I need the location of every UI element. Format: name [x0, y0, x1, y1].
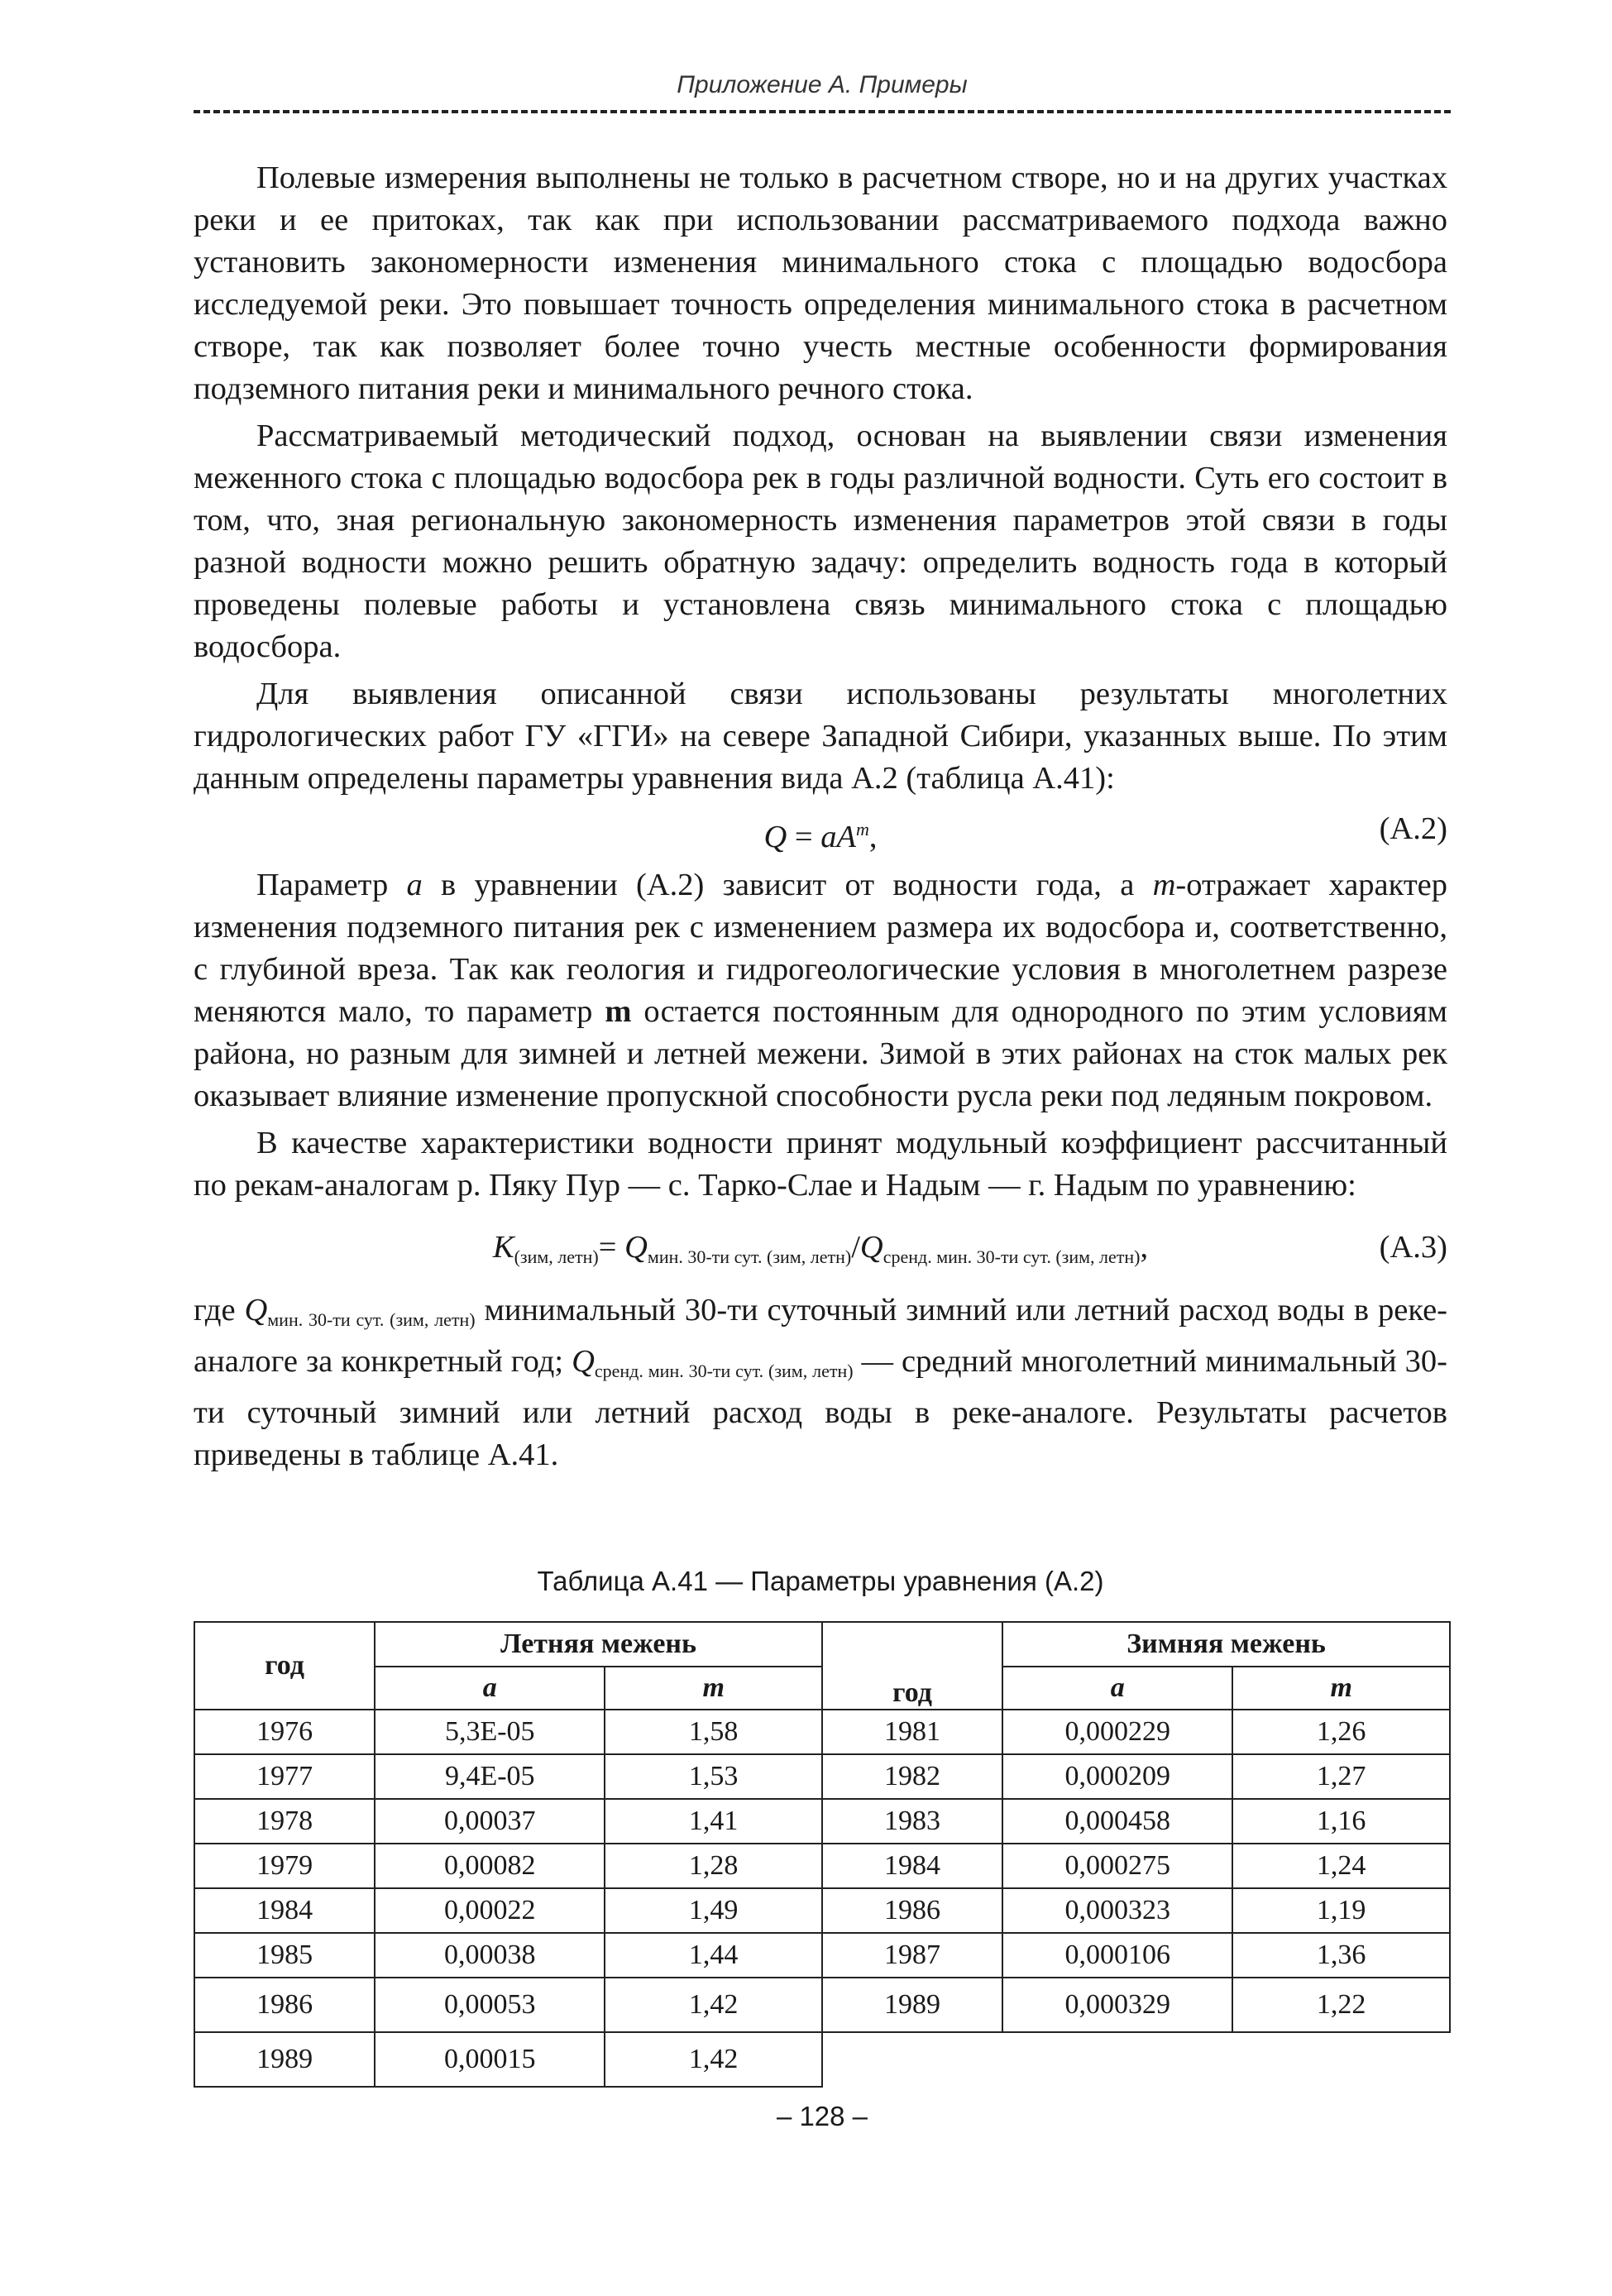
summer-m-cell: 1,53 — [605, 1754, 822, 1799]
summer-m-cell: 1,42 — [605, 1978, 822, 2032]
summer-m-cell: 1,28 — [605, 1844, 822, 1888]
formula-a3 — [194, 1207, 1447, 1289]
winter-a-cell: 0,000329 — [1002, 1978, 1232, 2032]
table-row — [194, 1844, 1450, 1888]
table-row — [194, 1799, 1450, 1844]
table-row — [194, 1888, 1450, 1933]
summer-m-cell: 1,44 — [605, 1933, 822, 1978]
summer-m-cell: 1,42 — [605, 2032, 822, 2087]
winter-a-cell: 0,000275 — [1002, 1844, 1232, 1888]
winter-year-cell: 1982 — [822, 1754, 1002, 1799]
winter-a-cell: 0,000229 — [1002, 1710, 1232, 1754]
winter-header: Зимняя межень — [1002, 1622, 1450, 1667]
table-row — [194, 2032, 1450, 2087]
running-header: Приложение А. Примеры — [677, 71, 968, 98]
page-number: – 128 – — [776, 2101, 868, 2131]
winter-year-cell: 1981 — [822, 1710, 1002, 1754]
empty-cell — [1002, 2032, 1232, 2087]
paragraph-1: Полевые измерения выполнены не только в расчетном створе, но и на других участках реки и ее притоках, так как при использовании рассматриваемого подхода важно установить закономерности изменения минимального стока с площадью водосбора исследуемой реки. Это повышает точность определения минимального стока в расчетном створе, так как позволяет более точно учесть местные особенности формирования подземного питания реки и минимального речного стока. — [194, 160, 1447, 406]
winter-m-cell: 1,36 — [1232, 1933, 1450, 1978]
winter-m-cell: 1,27 — [1232, 1754, 1450, 1799]
formula-a2-expression: $Q = aA^m$, — [763, 819, 878, 854]
summer-a-cell: 0,00053 — [375, 1978, 605, 2032]
empty-cell — [1232, 2032, 1450, 2087]
empty-cell — [822, 2032, 1002, 2087]
winter-year-cell: 1984 — [822, 1844, 1002, 1888]
winter-a-cell: 0,000458 — [1002, 1799, 1232, 1844]
table-row — [194, 1978, 1450, 2032]
table-row — [194, 1754, 1450, 1799]
header-divider — [194, 110, 1451, 113]
body-text — [194, 157, 1447, 1476]
winter-m-cell: 1,16 — [1232, 1799, 1450, 1844]
formula-a2-number: (А.2) — [1379, 811, 1447, 846]
summer-year-cell: 1977 — [194, 1754, 375, 1799]
winter-year-cell: 1983 — [822, 1799, 1002, 1844]
summer-year-cell: 1989 — [194, 2032, 375, 2087]
summer-year-header: год — [194, 1622, 375, 1710]
summer-m-cell: 1,41 — [605, 1799, 822, 1844]
table-row — [194, 1933, 1450, 1978]
winter-m-cell: 1,24 — [1232, 1844, 1450, 1888]
summer-m-cell: 1,49 — [605, 1888, 822, 1933]
paragraph-6: где $Q_{мин. 30-ти сут. (зим, летн)}$ минимальный 30-ти суточный зимний или летний расход воды в реке-аналоге за конкретный год; $Q_{сренд. мин. 30-ти сут. (зим, летн)}$ — средний многолетний минимальный 30-ти суточный зимний или летний расход воды в реке-аналоге. Результаты расчетов приведены в таблице А.41. — [194, 1293, 1447, 1472]
winter-m-cell: 1,26 — [1232, 1710, 1450, 1754]
summer-a-cell: 9,4Е-05 — [375, 1754, 605, 1799]
summer-year-cell: 1979 — [194, 1844, 375, 1888]
summer-a-cell: 0,00082 — [375, 1844, 605, 1888]
summer-year-cell: 1978 — [194, 1799, 375, 1844]
summer-a-cell: 0,00015 — [375, 2032, 605, 2087]
parameters-table — [194, 1621, 1451, 2088]
summer-m-header: m — [605, 1667, 822, 1710]
summer-year-cell: 1984 — [194, 1888, 375, 1933]
formula-a3-number: (А.3) — [1379, 1230, 1447, 1265]
summer-a-cell: 5,3Е-05 — [375, 1710, 605, 1754]
winter-a-cell: 0,000323 — [1002, 1888, 1232, 1933]
winter-year-cell: 1989 — [822, 1978, 1002, 2032]
table-caption: Таблица А.41 — Параметры уравнения (А.2) — [537, 1566, 1104, 1596]
summer-a-cell: 0,00022 — [375, 1888, 605, 1933]
paragraph-3: Для выявления описанной связи использованы результаты многолетних гидрологических работ ГУ «ГГИ» на севере Западной Сибири, указанных выше. По этим данным определены параметры уравнения вида А.2 (таблица А.41): — [194, 677, 1447, 796]
paragraph-2: Рассматриваемый методический подход, основан на выявлении связи изменения меженного стока с площадью водосбора рек в годы различной водности. Суть его состоит в том, что, зная региональную закономерность изменения параметров этой связи в годы разной водности можно решить обратную задачу: определить водность года в который проведены полевые работы и установлена связь минимального стока с площадью водосбора. — [194, 419, 1447, 664]
summer-a-header: a — [375, 1667, 605, 1710]
formula-a2 — [194, 800, 1447, 864]
summer-header: Летняя межень — [375, 1622, 822, 1667]
summer-a-cell: 0,00038 — [375, 1933, 605, 1978]
winter-a-cell: 0,000106 — [1002, 1933, 1232, 1978]
paragraph-4: Параметр a в уравнении (А.2) зависит от водности года, а m-отражает характер изменения подземного питания рек с изменением размера их водосбора и, соответственно, с глубиной вреза. Так как геология и гидрогеологические условия в многолетнем разрезе меняются мало, то параметр m остается постоянным для однородного по этим условиям района, но разным для зимней и летней межени. Зимой в этих районах на сток малых рек оказывает влияние изменение пропускной способности русла реки под ледяным покровом. — [194, 868, 1447, 1113]
winter-year-cell: 1987 — [822, 1933, 1002, 1978]
winter-year-cell: 1986 — [822, 1888, 1002, 1933]
summer-year-cell: 1976 — [194, 1710, 375, 1754]
summer-a-cell: 0,00037 — [375, 1799, 605, 1844]
winter-year-header: год — [822, 1622, 1002, 1710]
winter-a-cell: 0,000209 — [1002, 1754, 1232, 1799]
winter-a-header: a — [1002, 1667, 1232, 1710]
paragraph-5: В качестве характеристики водности принят модульный коэффициент рассчитанный по рекам-аналогам р. Пяку Пур — с. Тарко-Слае и Надым — г. Надым по уравнению: — [194, 1126, 1447, 1203]
winter-m-cell: 1,22 — [1232, 1978, 1450, 2032]
summer-year-cell: 1986 — [194, 1978, 375, 2032]
table-row — [194, 1710, 1450, 1754]
summer-year-cell: 1985 — [194, 1933, 375, 1978]
summer-m-cell: 1,58 — [605, 1710, 822, 1754]
formula-a3-expression: $K_{(зим, летн)}= Q_{мин. 30-ти сут. (зим, летн)}/Q_{сренд. мин. 30-ти сут. (зим, летн)}$, — [492, 1230, 1149, 1267]
winter-m-cell: 1,19 — [1232, 1888, 1450, 1933]
winter-m-header: m — [1232, 1667, 1450, 1710]
